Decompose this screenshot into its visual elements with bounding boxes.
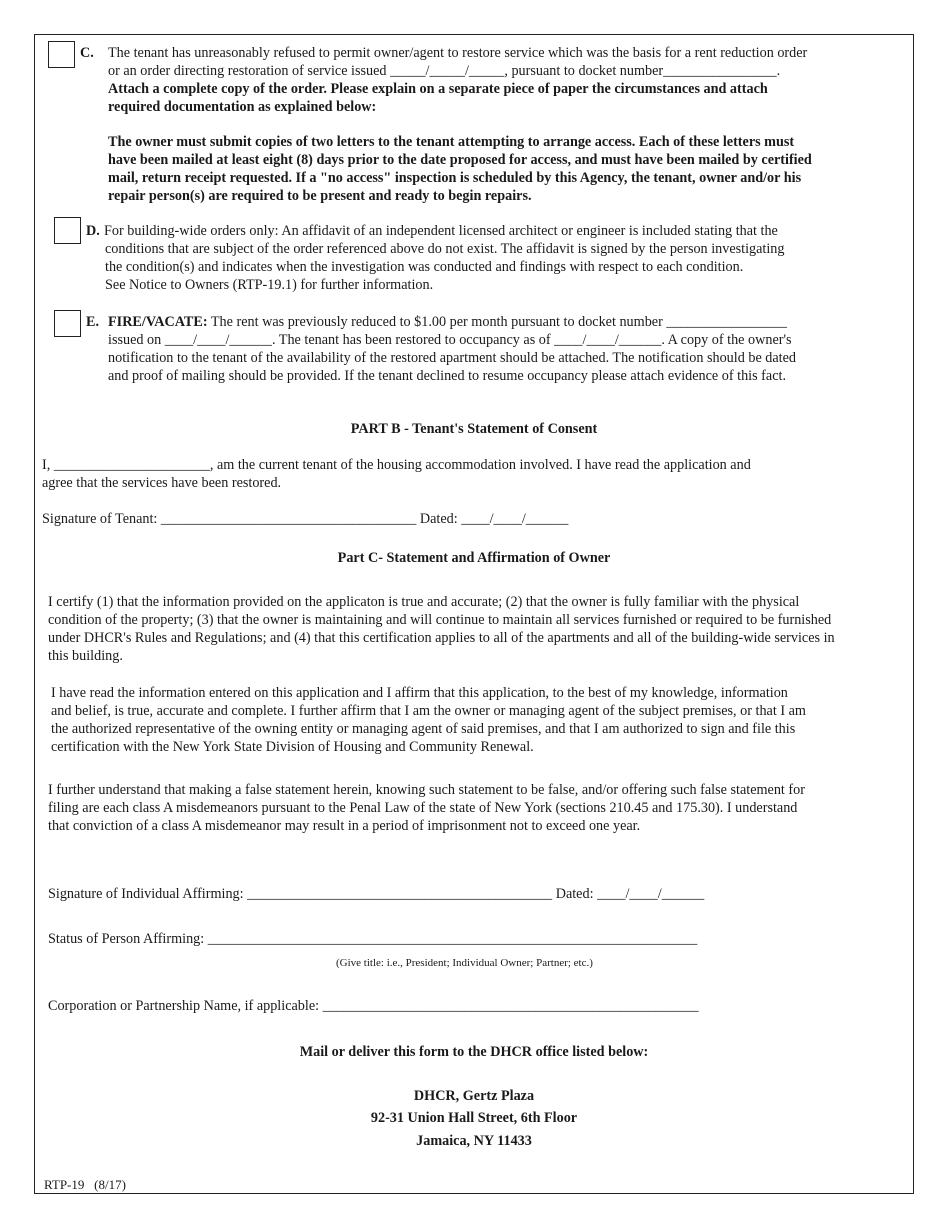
section-e-text bbox=[108, 331, 796, 385]
status-hint: (Give title: i.e., President; Individual Owner; Partner; etc.) bbox=[336, 957, 593, 969]
part-c-line: I further understand that making a false statement herein, knowing such statement to be false, and/or offering such false statement for bbox=[48, 782, 805, 798]
section-c-line: mail, return receipt requested. If a "no access" inspection is scheduled by this Agency, the tenant, owner and/or his bbox=[108, 170, 802, 186]
affirming-signature-line[interactable]: Signature of Individual Affirming: ___________________________________________ Dated: ____/____/______ bbox=[48, 886, 705, 902]
checkbox-d[interactable] bbox=[54, 217, 81, 244]
section-c-line: Attach a complete copy of the order. Please explain on a separate piece of paper the circumstances and attach bbox=[108, 81, 768, 97]
part-c-paragraph-3 bbox=[48, 781, 805, 835]
part-c-paragraph-2 bbox=[51, 684, 806, 756]
section-e-line: notification to the tenant of the availability of the restored apartment should be attached. The notification should be dated bbox=[108, 350, 797, 366]
tenant-signature-line[interactable]: Signature of Tenant: ____________________________________ Dated: ____/____/______ bbox=[42, 511, 569, 527]
part-b-line: I, ______________________, am the current tenant of the housing accommodation involved. I have read the application and bbox=[42, 457, 751, 473]
part-c-line: that conviction of a class A misdemeanor may result in a period of imprisonment not to exceed one year. bbox=[48, 818, 641, 834]
section-d-line: the condition(s) and indicates when the investigation was conducted and findings with respect to each condition. bbox=[105, 259, 744, 275]
checkbox-c[interactable] bbox=[48, 41, 75, 68]
part-c-line: this building. bbox=[48, 648, 123, 664]
corporation-line[interactable]: Corporation or Partnership Name, if applicable: _____________________________________________________ bbox=[48, 998, 699, 1014]
section-c-line: The tenant has unreasonably refused to permit owner/agent to restore service which was the basis for a rent reduction order bbox=[108, 45, 808, 61]
section-e-heading: FIRE/VACATE: bbox=[108, 314, 208, 330]
section-c-text bbox=[108, 44, 908, 205]
part-b-title: PART B - Tenant's Statement of Consent bbox=[350, 421, 598, 437]
part-c-line: and belief, is true, accurate and complete. I further affirm that I am the owner or managing agent of the subject premises, or that I am bbox=[51, 703, 806, 719]
section-d-line: conditions that are subject of the order referenced above do not exist. The affidavit is signed by the person investigating bbox=[105, 241, 785, 257]
part-c-line: under DHCR's Rules and Regulations; and (4) that this certification applies to all of the apartments and all of the building-wide services in bbox=[48, 630, 835, 646]
section-c-line: repair person(s) are required to be present and ready to begin repairs. bbox=[108, 188, 532, 204]
section-e-line: issued on ____/____/______. The tenant has been restored to occupancy as of ____/____/______. A copy of the owner's bbox=[108, 332, 792, 348]
section-e-first-line bbox=[108, 313, 787, 331]
part-c-line: certification with the New York State Division of Housing and Community Renewal. bbox=[51, 739, 534, 755]
status-line[interactable]: Status of Person Affirming: _____________________________________________________________________ bbox=[48, 931, 698, 947]
section-c-line: The owner must submit copies of two letters to the tenant attempting to arrange access. Each of these letters must bbox=[108, 134, 795, 150]
office-name: DHCR, Gertz Plaza bbox=[413, 1088, 535, 1104]
section-e-line: The rent was previously reduced to $1.00 per month pursuant to docket number _________________ bbox=[210, 314, 787, 330]
mail-instruction: Mail or deliver this form to the DHCR office listed below: bbox=[299, 1044, 649, 1060]
section-c-line: have been mailed at least eight (8) days prior to the date proposed for access, and must have been mailed by certified bbox=[108, 152, 812, 168]
part-b-statement bbox=[42, 456, 751, 492]
checkbox-e[interactable] bbox=[54, 310, 81, 337]
part-c-paragraph-1 bbox=[48, 593, 835, 665]
part-c-title: Part C- Statement and Affirmation of Owner bbox=[337, 550, 611, 566]
section-e-line: and proof of mailing should be provided. If the tenant declined to resume occupancy please attach evidence of this fact. bbox=[108, 368, 786, 384]
part-c-line: I certify (1) that the information provided on the applicaton is true and accurate; (2) that the owner is fully familiar with the physical bbox=[48, 594, 800, 610]
part-c-line: the authorized representative of the owning entity or managing agent of said premises, and that I am authorized to sign and file this bbox=[51, 721, 796, 737]
section-e-letter: E. bbox=[86, 314, 100, 330]
section-d-line: See Notice to Owners (RTP-19.1) for further information. bbox=[105, 277, 434, 293]
section-d-line: For building-wide orders only: An affidavit of an independent licensed architect or engineer is included stating that the bbox=[104, 223, 778, 239]
form-id: RTP-19 (8/17) bbox=[44, 1177, 126, 1192]
part-b-line: agree that the services have been restored. bbox=[42, 475, 282, 491]
part-c-line: condition of the property; (3) that the owner is maintaining and will continue to maintain all services furnished or required to be furnished bbox=[48, 612, 832, 628]
part-c-line: I have read the information entered on this application and I affirm that this application, to the best of my knowledge, information bbox=[51, 685, 788, 701]
office-street: 92-31 Union Hall Street, 6th Floor bbox=[370, 1110, 578, 1126]
part-c-line: filing are each class A misdemeanors pursuant to the Penal Law of the state of New York (sections 210.45 and 175.30). I understand bbox=[48, 800, 798, 816]
office-city: Jamaica, NY 11433 bbox=[416, 1133, 532, 1149]
section-d-text bbox=[105, 240, 785, 294]
section-c-line: or an order directing restoration of service issued _____/_____/_____, pursuant to docket number________________. bbox=[108, 63, 781, 79]
section-d-letter: D. bbox=[86, 223, 100, 239]
section-c-line: required documentation as explained below: bbox=[108, 99, 377, 115]
section-c-letter: C. bbox=[80, 45, 94, 61]
